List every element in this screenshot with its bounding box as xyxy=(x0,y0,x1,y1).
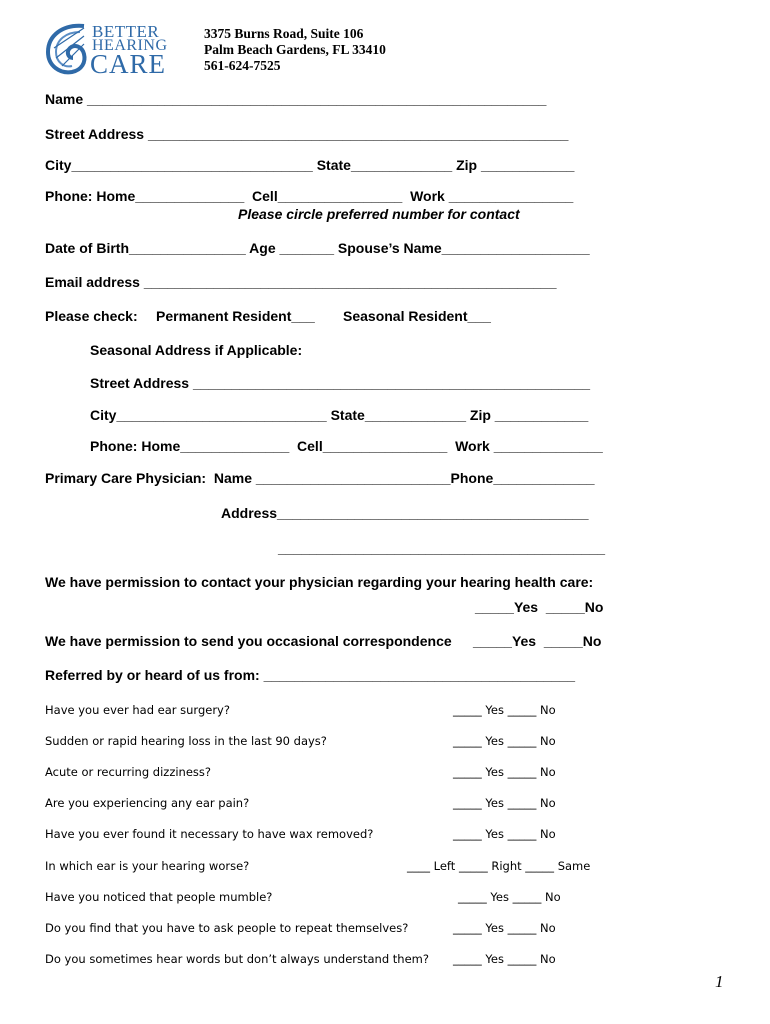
seasonal-city-label: City xyxy=(90,407,117,423)
seasonal-resident-label: Seasonal Resident xyxy=(343,308,468,324)
seasonal-address-heading: Seasonal Address if Applicable: xyxy=(90,342,303,358)
question-text: Do you find that you have to ask people to repeat themselves? xyxy=(45,921,409,935)
question-answer[interactable]: _____ Yes _____ No xyxy=(453,952,556,966)
logo xyxy=(44,22,169,78)
seasonal-phone-home-label: Phone: Home xyxy=(90,438,181,454)
seasonal-phone-field-row[interactable]: Phone: Home______________ Cell________________ Work ______________ xyxy=(90,438,603,454)
preferred-number-note: Please circle preferred number for contact xyxy=(238,206,520,222)
question-answer[interactable]: _____ Yes _____ No xyxy=(458,890,561,904)
permission-correspondence-answer[interactable]: _____Yes _____No xyxy=(473,633,602,649)
shell-icon xyxy=(44,22,88,76)
logo-line-care: CARE xyxy=(90,49,167,79)
question-text: Are you experiencing any ear pain? xyxy=(45,796,250,810)
email-field-row[interactable]: Email address _____________________________________________________ xyxy=(45,274,557,290)
seasonal-cell-label: Cell xyxy=(297,438,323,454)
clinic-address-line1: 3375 Burns Road, Suite 106 xyxy=(204,26,364,41)
please-check-label: Please check: xyxy=(45,308,138,324)
email-label: Email address xyxy=(45,274,140,290)
state-label: State xyxy=(316,157,351,173)
page-number: 1 xyxy=(715,972,724,991)
question-text: Acute or recurring dizziness? xyxy=(45,765,212,779)
permission-correspondence-no: No xyxy=(582,633,602,649)
dob-label: Date of Birth xyxy=(45,240,129,256)
city-label: City xyxy=(45,157,72,173)
phone-home-label: Phone: Home xyxy=(45,188,136,204)
permission-physician-answer[interactable]: _____Yes _____No xyxy=(475,599,604,615)
question-text: Have you noticed that people mumble? xyxy=(45,890,273,904)
pcp-address-label: Address xyxy=(221,505,278,521)
pcp-address-field-row[interactable]: Address________________________________________ xyxy=(221,505,589,521)
pcp-name-label: Primary Care Physician: Name xyxy=(45,470,252,486)
clinic-address-line2: Palm Beach Gardens, FL 33410 xyxy=(204,42,386,57)
question-answer[interactable]: _____ Yes _____ No xyxy=(453,921,556,935)
referred-label: Referred by or heard of us from: xyxy=(45,667,260,683)
street-field-row[interactable]: Street Address ______________________________________________________ xyxy=(45,126,569,142)
permission-physician-no: No xyxy=(584,599,604,615)
question-answer[interactable]: _____ Yes _____ No xyxy=(453,703,556,717)
question-answer[interactable]: _____ Yes _____ No xyxy=(453,827,556,841)
city-field-row[interactable]: City_______________________________ State_____________ Zip ____________ xyxy=(45,157,575,173)
spouse-label: Spouse’s Name xyxy=(337,240,442,256)
permission-correspondence-text: We have permission to send you occasional correspondence xyxy=(45,633,452,649)
permission-physician-yes: Yes xyxy=(513,599,539,615)
seasonal-city-field-row[interactable]: City___________________________ State_____________ Zip ____________ xyxy=(90,407,589,423)
work-label: Work xyxy=(410,188,445,204)
logo-line-better: BETTER xyxy=(92,22,160,41)
question-answer[interactable]: _____ Yes _____ No xyxy=(453,765,556,779)
permanent-resident-option[interactable]: Permanent Resident___ xyxy=(156,308,315,324)
seasonal-work-label: Work xyxy=(455,438,490,454)
question-text: Have you ever found it necessary to have wax removed? xyxy=(45,827,374,841)
seasonal-street-label: Street Address xyxy=(90,375,190,391)
phone-field-row[interactable]: Phone: Home______________ Cell________________ Work ________________ xyxy=(45,188,574,204)
street-label: Street Address xyxy=(45,126,145,142)
clinic-phone: 561-624-7525 xyxy=(204,58,281,73)
permanent-resident-label: Permanent Resident xyxy=(156,308,292,324)
logo-line-hearing: HEARING xyxy=(92,37,168,54)
seasonal-street-field-row[interactable]: Street Address ___________________________________________________ xyxy=(90,375,591,391)
question-answer[interactable]: _____ Yes _____ No xyxy=(453,796,556,810)
pcp-address-line2[interactable]: __________________________________________ xyxy=(278,540,606,556)
seasonal-state-label: State xyxy=(330,407,365,423)
seasonal-zip-label: Zip xyxy=(469,407,491,423)
name-label: Name xyxy=(45,91,84,107)
referred-field-row[interactable]: Referred by or heard of us from: ________________________________________ xyxy=(45,667,576,683)
dob-field-row[interactable]: Date of Birth_______________ Age _______ Spouse’s Name___________________ xyxy=(45,240,590,256)
permission-physician-text: We have permission to contact your physician regarding your hearing health care: xyxy=(45,574,594,590)
pcp-phone-label: Phone xyxy=(450,470,494,486)
seasonal-resident-option[interactable]: Seasonal Resident___ xyxy=(343,308,491,324)
question-text: Sudden or rapid hearing loss in the last 90 days? xyxy=(45,734,327,748)
question-text: In which ear is your hearing worse? xyxy=(45,859,250,873)
cell-label: Cell xyxy=(252,188,278,204)
question-text: Do you sometimes hear words but don’t always understand them? xyxy=(45,952,429,966)
permission-correspondence-yes: Yes xyxy=(511,633,537,649)
question-text: Have you ever had ear surgery? xyxy=(45,703,230,717)
age-label: Age xyxy=(249,240,276,256)
question-answer[interactable]: ____ Left _____ Right _____ Same xyxy=(407,859,591,873)
pcp-field-row[interactable]: Primary Care Physician: Name _________________________Phone_____________ xyxy=(45,470,595,486)
zip-label: Zip xyxy=(456,157,478,173)
name-field-row[interactable]: Name ___________________________________________________________ xyxy=(45,91,547,107)
question-answer[interactable]: _____ Yes _____ No xyxy=(453,734,556,748)
